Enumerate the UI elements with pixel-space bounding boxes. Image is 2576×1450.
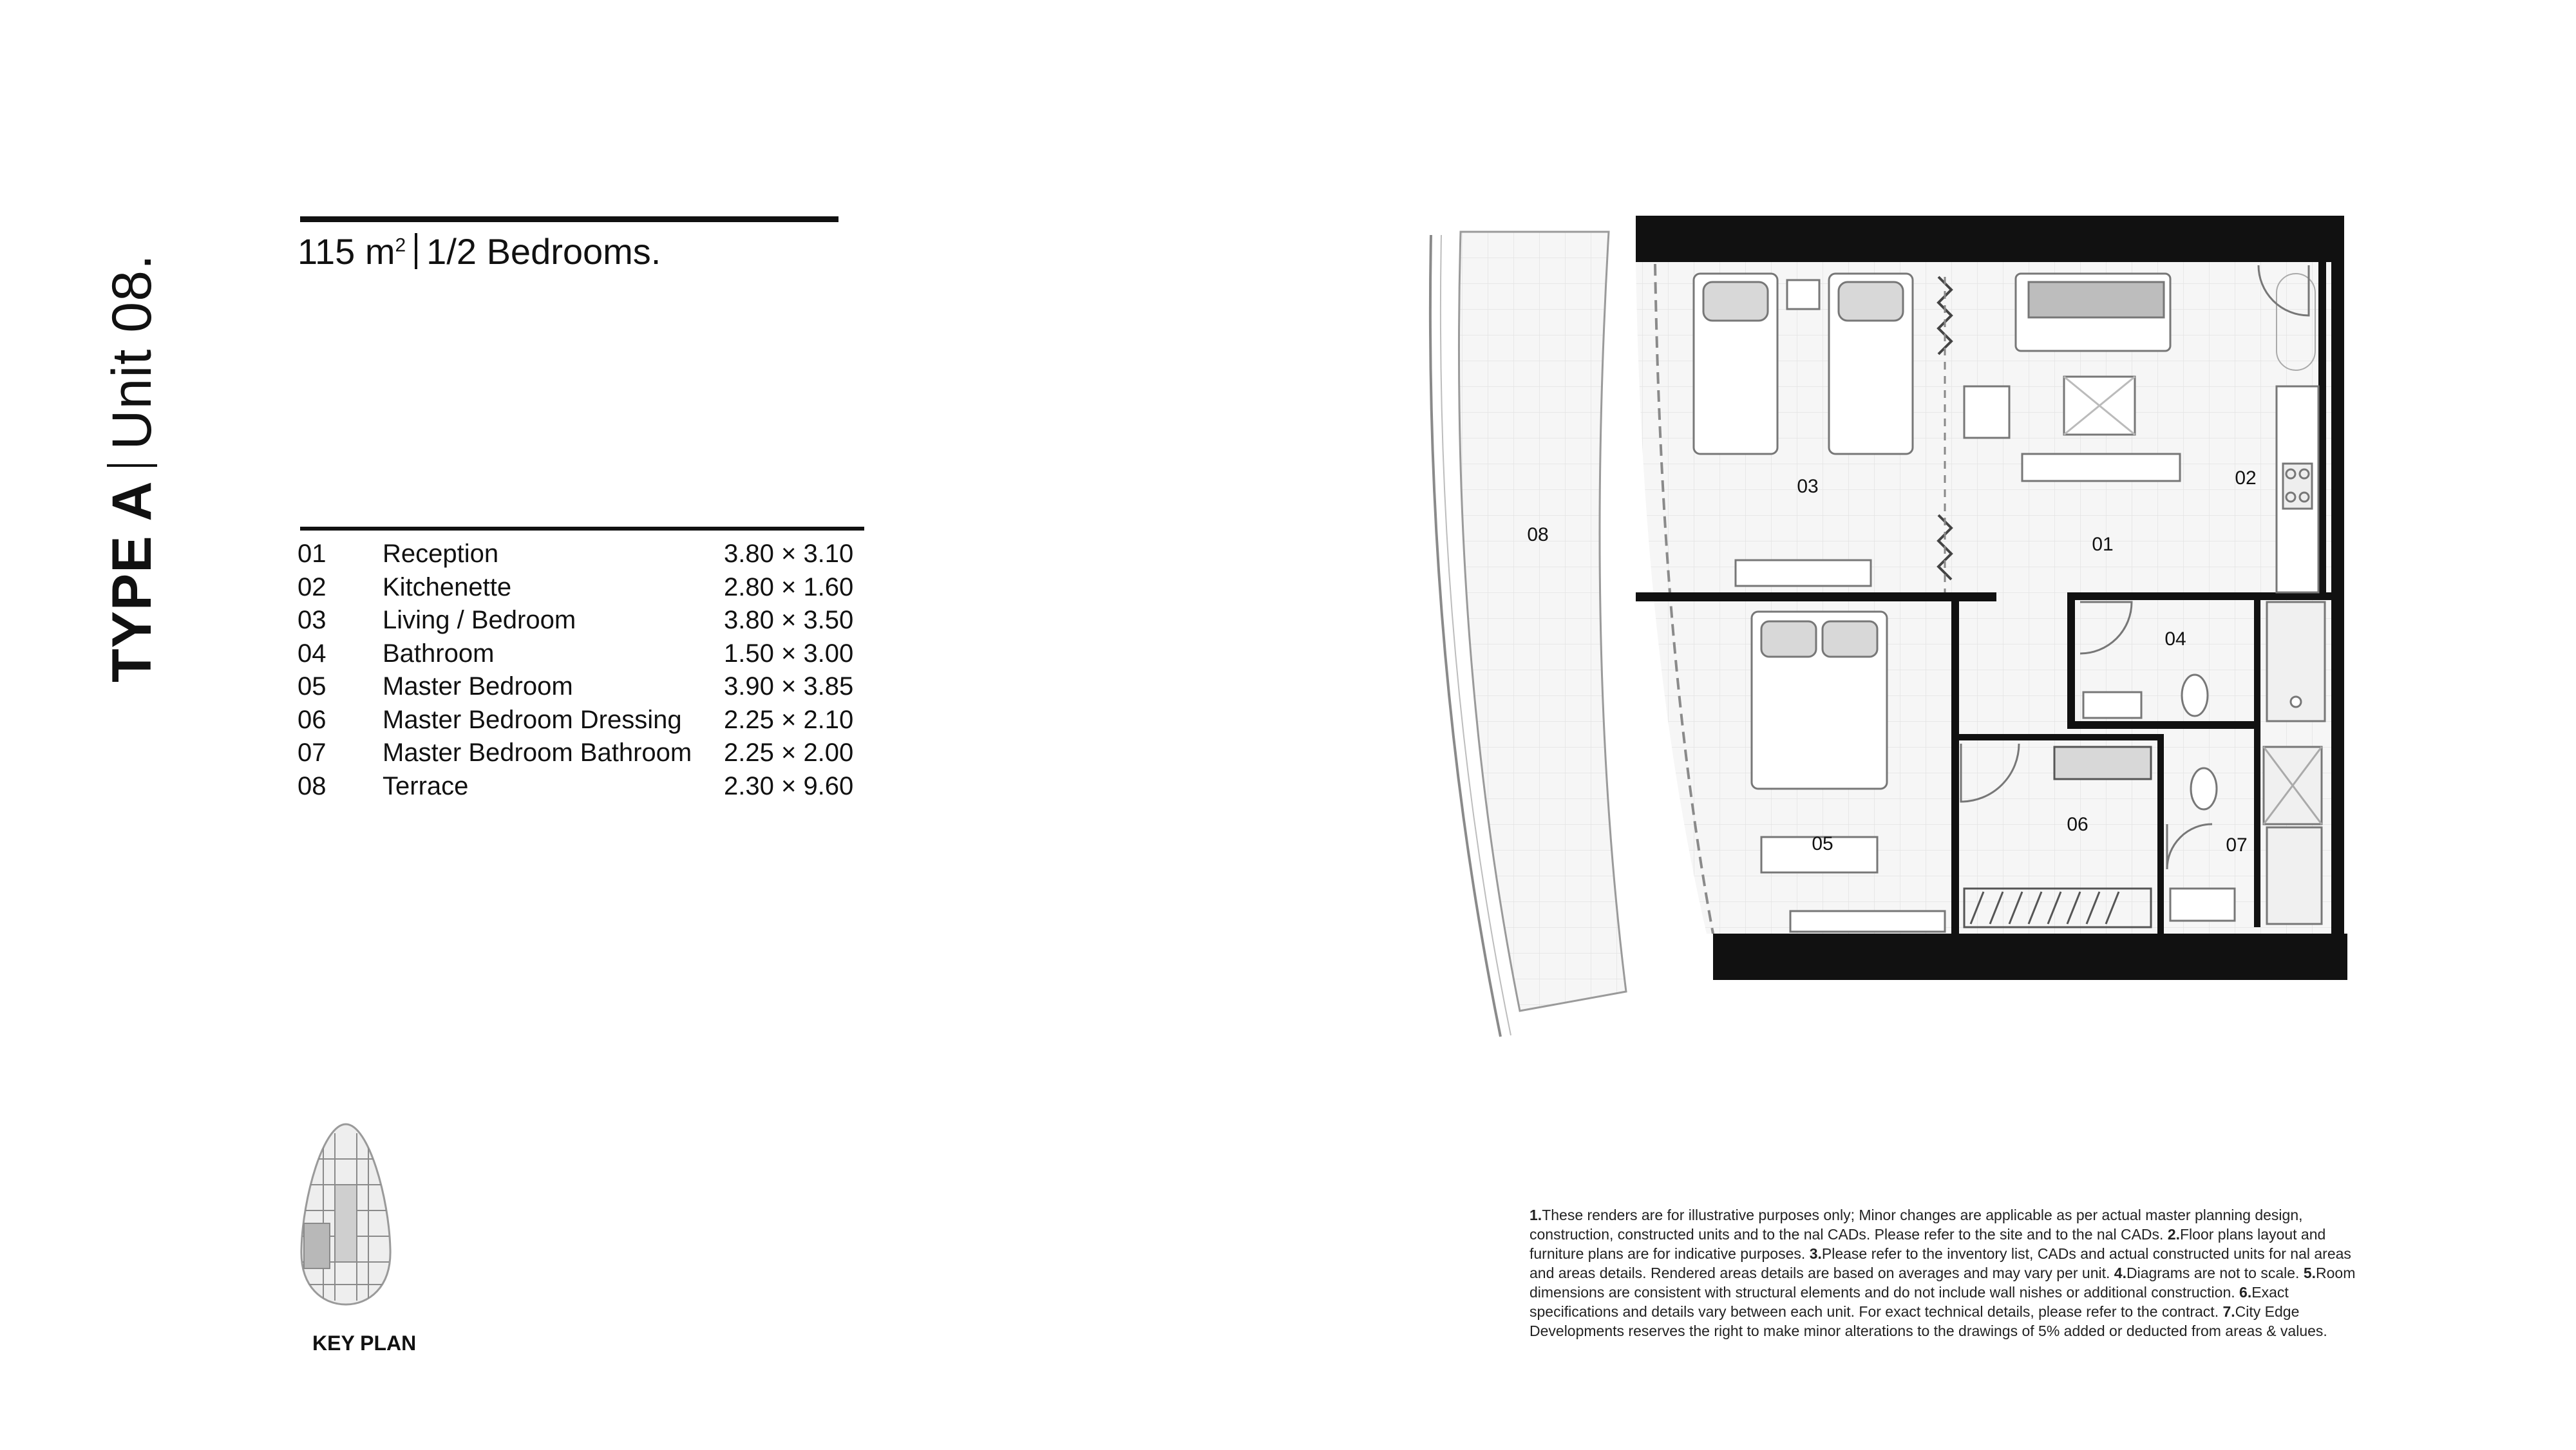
plan-label-07: 07	[2226, 834, 2248, 856]
room-dimensions: 2.25 × 2.00	[724, 739, 854, 767]
table-row	[298, 770, 864, 804]
room-number: 02	[298, 572, 327, 601]
room-dimensions: 3.80 × 3.10	[724, 540, 854, 568]
room-number: 08	[298, 771, 327, 800]
wall-top	[1636, 216, 2344, 262]
room-dimensions: 2.80 × 1.60	[724, 572, 854, 601]
table-row	[298, 637, 864, 671]
plan-label-03: 03	[1797, 476, 1819, 497]
note-number: 3.	[1809, 1245, 1822, 1262]
wall-kitchen-right	[2318, 261, 2326, 596]
wall-bath04-top	[2067, 592, 2331, 600]
area-heading	[298, 231, 661, 272]
table-row	[298, 704, 864, 737]
room-dimensions: 2.30 × 9.60	[724, 771, 854, 800]
area-value: 115 m	[298, 231, 395, 272]
room-dimensions: 3.90 × 3.85	[724, 672, 854, 701]
plan-label-08: 08	[1527, 524, 1549, 545]
note-number: 5.	[2303, 1265, 2316, 1281]
room-number: 03	[298, 606, 327, 634]
heading-divider	[415, 233, 417, 269]
room-number: 07	[298, 739, 327, 767]
plan-label-01: 01	[2092, 534, 2114, 555]
area-unit-sup: 2	[395, 234, 406, 256]
table-row	[298, 538, 864, 571]
table-row	[298, 604, 864, 637]
note-text: Room dimensions are consistent with structural elements and do not include wall nishes or additional construction.	[1530, 1265, 2356, 1301]
wall-bottom	[1713, 934, 2347, 980]
type-label: TYPE A	[101, 480, 163, 683]
note-text: City Edge Developments reserves the right to make minor alterations to the drawings of 5% added or deducted from areas & values.	[1530, 1303, 2327, 1339]
room-number: 01	[298, 540, 327, 568]
room-name: Reception	[383, 540, 499, 568]
wall-dressing-top	[1951, 734, 2164, 740]
plan-label-04: 04	[2164, 628, 2186, 650]
plan-label-02: 02	[2235, 467, 2257, 489]
room-name: Terrace	[383, 771, 469, 800]
plan-label-06: 06	[2067, 814, 2088, 835]
heading-rule	[300, 216, 838, 222]
table-row	[298, 571, 864, 605]
room-number: 04	[298, 639, 327, 668]
wall-dressing-left	[1951, 599, 1959, 934]
table-row	[298, 670, 864, 704]
wall-bath04-right	[2254, 592, 2260, 927]
key-plan-label: KEY PLAN	[312, 1332, 417, 1355]
note-number: 7.	[2222, 1303, 2235, 1320]
room-name: Living / Bedroom	[383, 606, 576, 634]
room-dimensions: 2.25 × 2.10	[724, 705, 854, 734]
title-divider	[107, 464, 157, 467]
room-name: Kitchenette	[383, 572, 512, 601]
room-name: Master Bedroom Bathroom	[383, 739, 692, 767]
room-dimensions: 3.80 × 3.50	[724, 606, 854, 634]
room-name: Bathroom	[383, 639, 495, 668]
wall-horizontal-mid	[1636, 592, 1996, 601]
wall-bath04-bottom	[2067, 721, 2260, 729]
terrace-floor	[1459, 232, 1626, 1011]
note-text: These renders are for illustrative purposes only; Minor changes are applicable as per actual master planning design, construction, constructed units and to the nal CADs. Please refer to the site and to the nal CADs.	[1530, 1207, 2303, 1243]
room-dimensions: 1.50 × 3.00	[724, 639, 854, 668]
table-row	[298, 737, 864, 770]
plan-label-05: 05	[1812, 833, 1833, 854]
note-text: Floor plans layout and furniture plans are for indicative purposes.	[1530, 1226, 2326, 1262]
room-name: Master Bedroom	[383, 672, 573, 701]
vertical-title	[97, 167, 167, 683]
table-rule	[300, 527, 864, 531]
bedrooms-text: 1/2 Bedrooms.	[426, 231, 661, 272]
room-number: 06	[298, 705, 327, 734]
note-number: 6.	[2239, 1284, 2252, 1301]
unit-label: Unit 08.	[101, 254, 163, 450]
wall-bath04-left	[2067, 592, 2075, 728]
room-number: 05	[298, 672, 327, 701]
note-number: 2.	[2167, 1226, 2180, 1243]
room-table	[298, 538, 864, 803]
disclaimer-notes	[1530, 1205, 2380, 1341]
key-plan-diagram	[298, 1120, 394, 1307]
note-text: Exact specifications and details vary between each unit. For exact technical details, please refer to the contract.	[1530, 1284, 2289, 1320]
note-number: 4.	[2114, 1265, 2126, 1281]
floor-plan	[1410, 206, 2363, 1043]
note-text: Please refer to the inventory list, CADs and actual constructed units for nal areas and areas details. Rendered areas details are based on averages and may vary per unit.	[1530, 1245, 2351, 1281]
note-text: Diagrams are not to scale.	[2126, 1265, 2304, 1281]
note-number: 1.	[1530, 1207, 1542, 1223]
wall-right	[2331, 216, 2344, 980]
wall-bath07-left	[2157, 734, 2164, 934]
kitchenette-counter	[2277, 386, 2318, 592]
room-name: Master Bedroom Dressing	[383, 705, 682, 734]
